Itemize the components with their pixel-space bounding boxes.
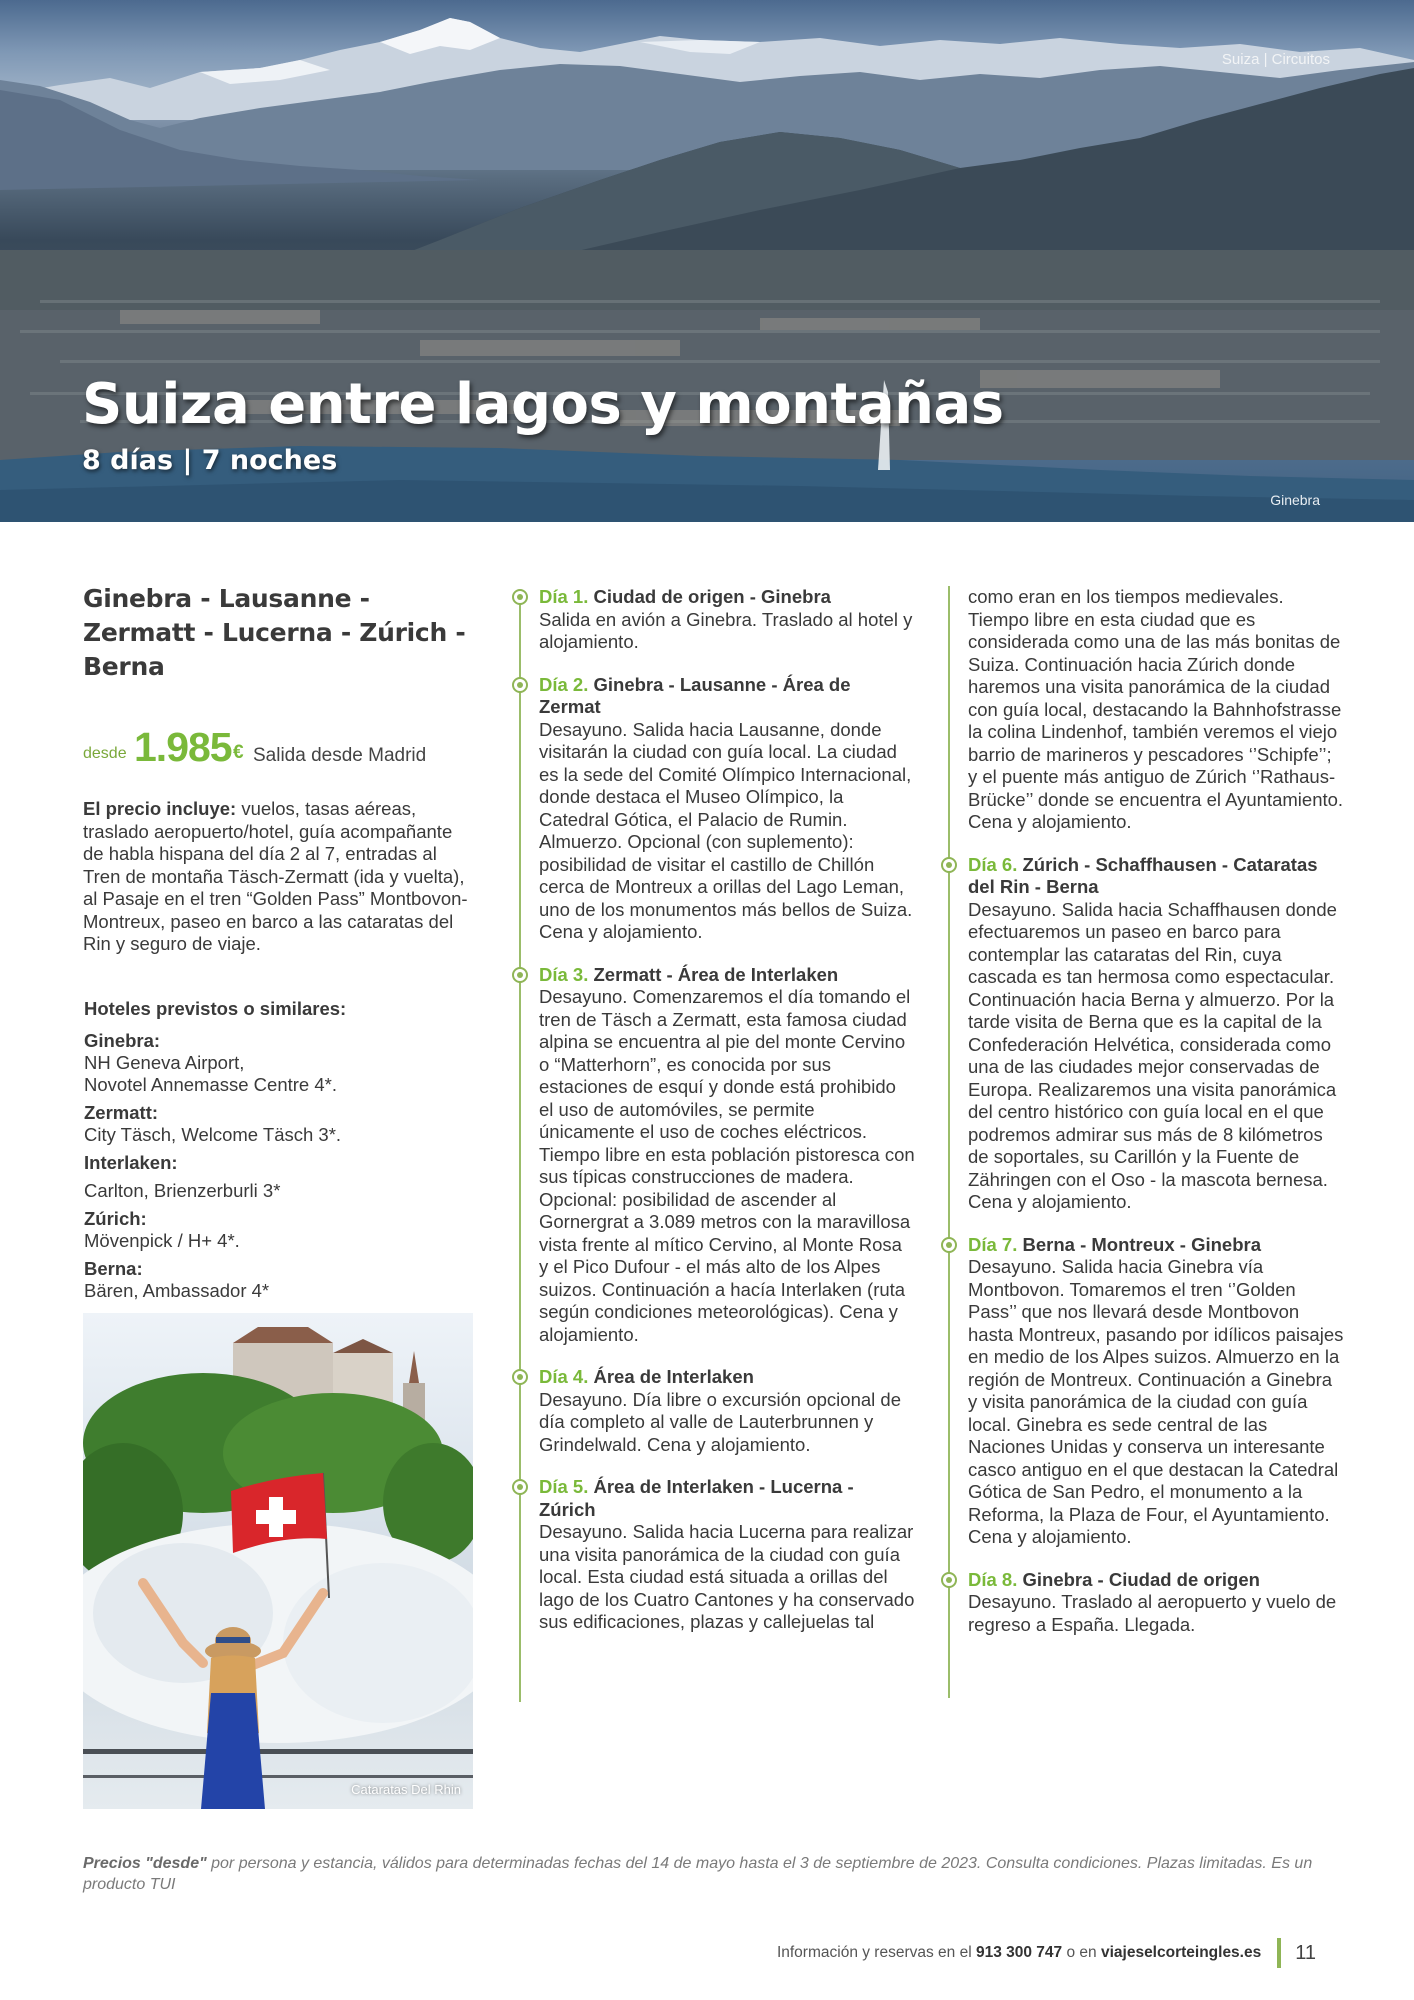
day-title: Zermatt - Área de Interlaken: [593, 963, 839, 985]
hotel-city: Interlaken:: [84, 1151, 178, 1173]
hotel-entry: [84, 1152, 473, 1202]
timeline-dot-icon: [512, 677, 528, 693]
footer-divider: [1277, 1938, 1281, 1968]
hotel-entry: [84, 1030, 473, 1096]
day-label: Día 5.: [539, 1476, 589, 1497]
hotel-names: Novotel Annemasse Centre 4*.: [84, 1073, 337, 1095]
page-number: 11: [1295, 1941, 1316, 1964]
day-label: Día 3.: [539, 963, 589, 985]
timeline-dot-icon: [941, 1237, 957, 1253]
hero-caption: Ginebra: [1270, 492, 1320, 508]
day-description: como eran en los tiempos medievales. Tiempo libre en esta ciudad que es considerada como una de las más bonitas de Suiza. Continuación hacia Zúrich donde haremos una visita panorámica de la ciudad con guía local, destacando la Bahnhofstrasse la colina Lindenhof, también veremos el viejo barrio de marineros y pescadores ‘’Schipfe’’; y el puente más antiguo de Zúrich ‘’Rathaus-Brücke’’ donde se encuentra el Ayuntamiento. Cena y alojamiento.: [968, 586, 1344, 832]
itinerary-day: [519, 1476, 915, 1634]
price-currency: €: [233, 742, 244, 763]
route-heading: Ginebra - Lausanne - Zermatt - Lucerna - Zúrich - Berna: [83, 584, 466, 681]
itinerary-day: [519, 586, 915, 654]
day-continuation: [948, 586, 1344, 834]
day-label: Día 7.: [968, 1233, 1018, 1255]
rhine-falls-photo: [83, 1313, 473, 1809]
day-description: Desayuno. Salida hacia Lucerna para realizar una visita panorámica de la ciudad con guía local. Esta ciudad está situada a orillas del lago de los Cuatro Cantones y ha conservado sus edificaciones, plazas y callejuelas tal: [539, 1521, 915, 1632]
itinerary-column-1: [519, 586, 915, 1654]
disclaimer-text: por persona y estancia, válidos para determinadas fechas del 14 de mayo hasta el 3 de septiembre de 2023. Consulta condiciones. Plazas limitadas. Es un producto TUI: [83, 1855, 1313, 1893]
day-title: Ciudad de origen - Ginebra: [593, 586, 831, 607]
hotel-city: Zúrich:: [84, 1207, 147, 1229]
price-origin: Salida desde Madrid: [253, 745, 427, 766]
trip-duration: 8 días | 7 noches: [82, 445, 338, 476]
timeline-dot-icon: [512, 589, 528, 605]
includes-text: vuelos, tasas aéreas, traslado aeropuerto/hotel, guía acompañante de habla hispana del día 2 al 7, entradas al Tren de montaña Täsch-Zermatt (ida y vuelta), al Pasaje en el tren “Golden Pass” Montbovon-Montreux, paseo en barco a las cataratas del Rin y seguro de viaje.: [83, 798, 468, 954]
day-label: Día 4.: [539, 1366, 589, 1387]
day-description: Salida en avión a Ginebra. Traslado al hotel y alojamiento.: [539, 608, 913, 652]
day-description: Desayuno. Salida hacia Lausanne, donde visitarán la ciudad con guía local. La ciudad es la sede del Comité Olímpico Internacional, donde destaca el Museo Olímpico, la Catedral Gótica, el Palacio de Rumin. Almuerzo. Opcional (con suplemento): posibilidad de visitar el castillo de Chillón cerca de Montreux a orillas del Lago Leman, uno de los monumentos más bellos de Suiza. Cena y alojamiento.: [539, 718, 913, 942]
day-label: Día 1.: [539, 586, 589, 607]
hotel-names: Bären, Ambassador 4*: [84, 1279, 270, 1301]
price-value: 1.985: [134, 724, 232, 770]
website-link[interactable]: viajeselcorteingles.es: [1100, 1944, 1262, 1961]
price-disclaimer: [83, 1853, 1343, 1895]
price-block: [83, 724, 473, 770]
day-title: Berna - Montreux - Ginebra: [1022, 1233, 1261, 1255]
day-title: Ginebra - Lausanne - Área de Zermat: [539, 673, 851, 717]
itinerary-day: [948, 1234, 1344, 1549]
day-title: Área de Interlaken: [593, 1366, 754, 1387]
itinerary-day: [519, 1366, 915, 1456]
day-title: Ginebra - Ciudad de origen: [1022, 1568, 1260, 1590]
timeline-dot-icon: [941, 1572, 957, 1588]
section-tag: Suiza | Circuitos: [1221, 51, 1330, 68]
hotel-city: Berna:: [84, 1257, 143, 1279]
footer-middle: o en: [1066, 1944, 1097, 1961]
footer-contact: [777, 1938, 1316, 1968]
photo-caption: Cataratas Del Rhin: [351, 1782, 461, 1797]
day-label: Día 8.: [968, 1568, 1018, 1590]
summary-column: [83, 582, 473, 1302]
hotel-city: Zermatt:: [84, 1101, 159, 1123]
hero-image: [0, 0, 1414, 522]
hotel-names: City Täsch, Welcome Täsch 3*.: [84, 1123, 342, 1145]
hotel-entry: [84, 1102, 473, 1146]
timeline-dot-icon: [941, 857, 957, 873]
day-label: Día 2.: [539, 673, 589, 695]
day-description: Desayuno. Salida hacia Ginebra vía Montbovon. Tomaremos el tren ‘’Golden Pass’’ que nos llevará desde Montbovon hasta Montreux, pasando por idílicos paisajes en medio de los Alpes suizos. Almuerzo en la región de Montreux. Continuación a Ginebra y visita panorámica de la ciudad con guía local. Ginebra es sede central de las Naciones Unidas y conserva un interesante casco antiguo en el que destacan la Catedral Gótica de San Pedro, el monumento a la Reforma, la Plaza de Four, el Ayuntamiento. Cena y alojamiento.: [968, 1256, 1344, 1547]
hotel-names: NH Geneva Airport,: [84, 1051, 245, 1073]
hotel-entry: [84, 1258, 473, 1302]
price-includes: [83, 798, 473, 956]
timeline-dot-icon: [512, 1479, 528, 1495]
day-title: Área de Interlaken - Lucerna - Zúrich: [539, 1476, 854, 1520]
timeline-dot-icon: [512, 967, 528, 983]
day-label: Día 6.: [968, 853, 1018, 875]
phone-link[interactable]: 913 300 747: [975, 1944, 1063, 1961]
day-description: Desayuno. Traslado al aeropuerto y vuelo de regreso a España. Llegada.: [968, 1591, 1337, 1635]
hotels-heading: Hoteles previstos o similares:: [84, 997, 347, 1019]
day-title: Zúrich - Schaffhausen - Cataratas del Rin - Berna: [968, 853, 1318, 897]
price-prefix: desde: [83, 745, 127, 762]
hotel-city: Ginebra:: [84, 1029, 161, 1051]
itinerary-day: [519, 674, 915, 944]
day-description: Desayuno. Salida hacia Schaffhausen donde efectuaremos un paseo en barco para contemplar las cataratas del Rin, cuya cascada es tan hermosa como espectacular. Continuación hacia Berna y almuerzo. Por la tarde visita de Berna que es la capital de la Confederación Helvética, considerada como una de las ciudades mejor conservadas de Europa. Realizaremos una visita panorámica del centro histórico con guía local en el que podremos admirar sus más de 8 kilómetros de soportales, su Carillón y la Fuente de Zähringen con el Oso - la mascota bernesa. Cena y alojamiento.: [968, 898, 1337, 1212]
hotel-names: Carlton, Brienzerburli 3*: [84, 1179, 281, 1201]
itinerary-column-2: [948, 586, 1344, 1656]
itinerary-day: [948, 854, 1344, 1214]
itinerary-day: [948, 1569, 1344, 1637]
footer-prefix: Información y reservas en el: [776, 1944, 972, 1961]
day-description: Desayuno. Comenzaremos el día tomando el tren de Täsch a Zermatt, esta famosa ciudad alpina se encuentra al pie del monte Cervino o “Matterhorn”, es conocida por sus estaciones de esquí y donde está prohibido el uso de automóviles, se permite únicamente el uso de coches eléctricos. Tiempo libre en esta población pistoresca con sus típicas construcciones de madera. Opcional: posibilidad de ascender al Gornergrat a 3.089 metros con la maravillosa vista frente al mítico Cervino, al Monte Rosa y el Pico Dufour - el más alto de los Alpes suizos. Continuación a hacía Interlaken (ruta según condiciones meteorológicas). Cena y alojamiento.: [539, 986, 915, 1345]
day-description: Desayuno. Día libre o excursión opcional de día completo al valle de Lauterbrunnen y Grindelwald. Cena y alojamiento.: [539, 1388, 901, 1455]
disclaimer-bold: Precios "desde": [83, 1855, 207, 1872]
landscape-illustration: [0, 0, 1414, 522]
itinerary-day: [519, 964, 915, 1347]
timeline-dot-icon: [512, 1369, 528, 1385]
photo-illustration: [83, 1313, 473, 1809]
hotels-list: [84, 998, 473, 1302]
includes-label: El precio incluye:: [83, 798, 237, 819]
hotel-names: Mövenpick / H+ 4*.: [84, 1229, 240, 1251]
hotel-entry: [84, 1208, 473, 1252]
page-title: Suiza entre lagos y montañas: [82, 372, 1004, 437]
